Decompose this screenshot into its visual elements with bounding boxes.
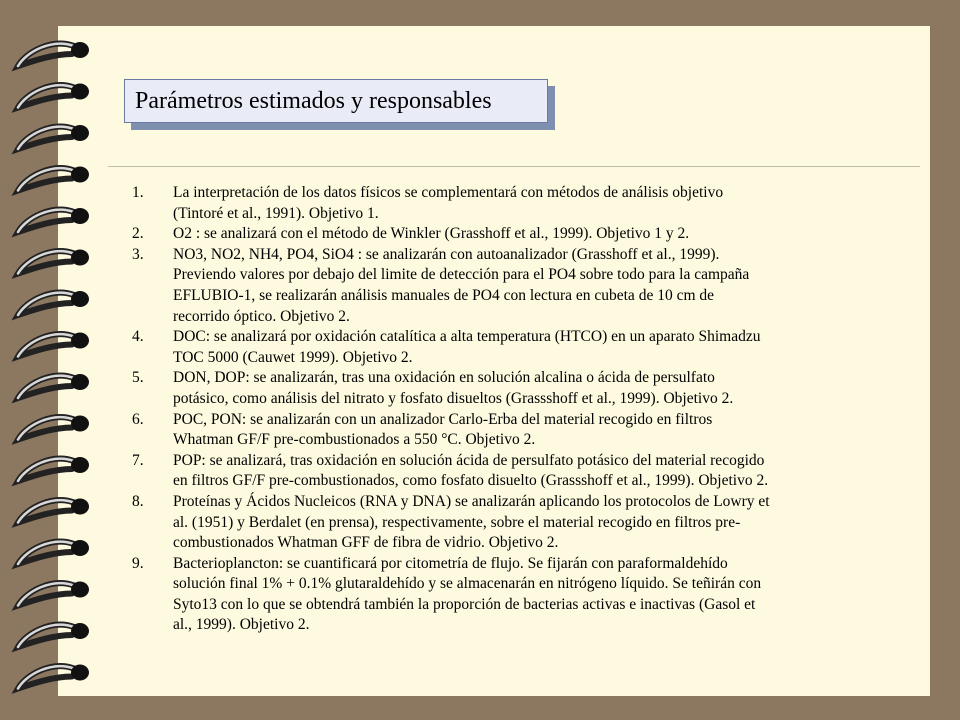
parameter-list xyxy=(132,183,902,636)
item-number: 3. xyxy=(132,245,144,263)
item-number: 4. xyxy=(132,328,144,346)
item-text: POP: se analizará, tras oxidación en solución ácida de persulfato potásico del material recogido en filtros GF/F pre-combustionados, como fosfato disuelto (Grassshoff et al., 1999). Objetivo 2. xyxy=(173,451,769,490)
item-number: 6. xyxy=(132,410,144,428)
list-item xyxy=(132,368,902,409)
spiral-ring-icon xyxy=(18,42,89,66)
list-item xyxy=(132,327,902,368)
list-item xyxy=(132,224,902,245)
spiral-ring-icon xyxy=(18,623,89,647)
divider-line xyxy=(108,166,920,167)
spiral-ring-icon xyxy=(18,582,89,606)
item-text: NO3, NO2, NH4, PO4, SiO4 : se analizarán con autoanalizador (Grasshoff et al., 1999). Previendo valores por debajo del limite de detección para el PO4 sobre todo para la campaña EFLUBIO-1, se realizarán análisis manuales de PO4 con lectura en cubeta de 10 cm de recorrido óptico. Objetivo 2. xyxy=(173,245,750,325)
title-box xyxy=(124,79,548,123)
item-text: DOC: se analizará por oxidación catalítica a alta temperatura (HTCO) en un aparato Shimadzu TOC 5000 (Cauwet 1999). Objetivo 2. xyxy=(173,328,761,366)
item-number: 9. xyxy=(132,554,144,572)
spiral-ring-icon xyxy=(18,84,89,108)
list-item xyxy=(132,554,902,636)
list-item xyxy=(132,492,902,554)
item-number: 8. xyxy=(132,492,144,510)
spiral-binding-icon xyxy=(0,0,110,720)
spiral-ring-icon xyxy=(18,374,89,398)
spiral-ring-icon xyxy=(18,291,89,315)
spiral-ring-icon xyxy=(18,208,89,232)
list-item xyxy=(132,245,902,327)
spiral-ring-icon xyxy=(18,250,89,274)
spiral-ring-icon xyxy=(18,125,89,149)
spiral-ring-icon xyxy=(18,665,89,689)
item-text: DON, DOP: se analizarán, tras una oxidación en solución alcalina o ácida de persulfato potásico, como análisis del nitrato y fosfato disueltos (Grassshoff et al., 1999). Objetivo 2. xyxy=(173,369,734,407)
item-number: 1. xyxy=(132,184,144,201)
page-title: Parámetros estimados y responsables xyxy=(135,87,492,114)
item-number: 7. xyxy=(132,451,144,469)
spiral-ring-icon xyxy=(18,167,89,191)
item-number: 2. xyxy=(132,225,144,243)
item-text: Proteínas y Ácidos Nucleicos (RNA y DNA) se analizarán aplicando los protocolos de Lowry et al. (1951) y Berdalet (en prensa), respectivamente, sobre el material recogido en filtros pre- combustionados Whatman GFF de fibra de vidrio. Objetivo 2. xyxy=(173,492,770,552)
list-item xyxy=(132,410,902,451)
spiral-ring-icon xyxy=(18,457,89,481)
item-number: 5. xyxy=(132,369,144,387)
item-text: POC, PON: se analizarán con un analizador Carlo-Erba del material recogido en filtros Whatman GF/F pre-combustionados a 550 °C. Objetivo 2. xyxy=(173,410,713,449)
spiral-ring-icon xyxy=(18,499,89,523)
spiral-ring-icon xyxy=(18,333,89,357)
spiral-ring-icon xyxy=(18,416,89,440)
item-text: La interpretación de los datos físicos se complementará con métodos de análisis objetivo (Tintoré et al., 1991). Objetivo 1. xyxy=(173,184,724,222)
item-text: Bacterioplancton: se cuantificará por citometría de flujo. Se fijarán con paraformaldehído solución final 1% + 0.1% glutaraldehído y se almacenarán en nitrógeno líquido. Se teñirán con Syto13 con lo que se obtendrá también la proporción de bacterias activas e inactivas (Gasol et al., 1999). Objetivo 2. xyxy=(173,554,762,634)
spiral-ring-icon xyxy=(18,540,89,564)
list-item xyxy=(132,183,902,224)
list-item xyxy=(132,451,902,492)
item-text: O2 : se analizará con el método de Winkler (Grasshoff et al., 1999). Objetivo 1 y 2. xyxy=(173,225,690,243)
